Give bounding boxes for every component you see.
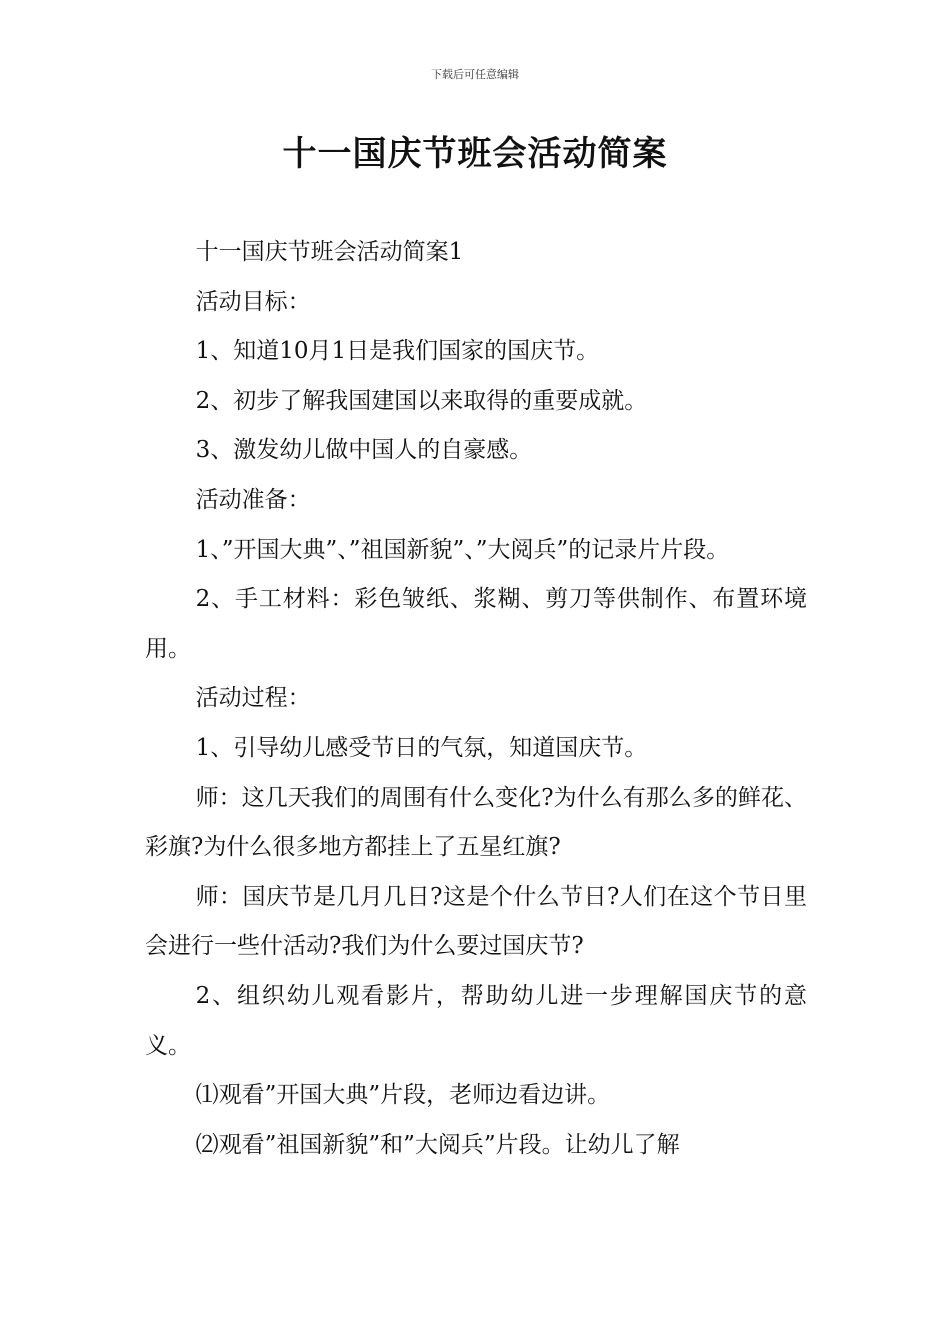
paragraph-teacher-question-2: 师：国庆节是几月几日?这是个什么节日?人们在这个节日里会进行一些什活动?我们为什么要过国庆节? — [145, 883, 807, 960]
document-body — [145, 228, 807, 1170]
paragraph-prep-2: 2、手工材料：彩色皱纸、浆糊、剪刀等供制作、布置环境用。 — [145, 586, 807, 662]
paragraph-goals-heading: 活动目标： — [195, 288, 311, 315]
paragraph-teacher-question-1: 师：这几天我们的周围有什么变化?为什么有那么多的鲜花、彩旗?为什么很多地方都挂上了五星红旗? — [145, 784, 807, 861]
paragraph-subtitle: 十一国庆节班会活动简案1 — [195, 239, 464, 265]
paragraph-goal-2: 2、初步了解我国建国以来取得的重要成就。 — [195, 387, 648, 414]
paragraph-process-heading: 活动过程： — [195, 685, 311, 712]
paragraph-process-1: 1、引导幼儿感受节日的气氛，知道国庆节。 — [195, 734, 648, 761]
paragraph-prep-1: 1、”开国大典”、”祖国新貌”、”大阅兵”的记录片片段。 — [195, 536, 730, 563]
paragraph-goal-3: 3、激发幼儿做中国人的自豪感。 — [195, 437, 533, 464]
header-note: 下载后可任意编辑 — [431, 68, 519, 81]
paragraph-prep-heading: 活动准备： — [195, 486, 311, 513]
paragraph-sub-step-1: ⑴观看”开国大典”片段，老师边看边讲。 — [195, 1082, 611, 1109]
paragraph-process-2: 2、组织幼儿观看影片，帮助幼儿进一步理解国庆节的意义。 — [145, 982, 807, 1059]
paragraph-sub-step-2: ⑵观看”祖国新貌”和”大阅兵”片段。让幼儿了解 — [195, 1131, 680, 1158]
document-title: 十一国庆节班会活动简案 — [282, 134, 668, 174]
paragraph-goal-1: 1、知道10月1日是我们国家的国庆节。 — [195, 338, 600, 365]
